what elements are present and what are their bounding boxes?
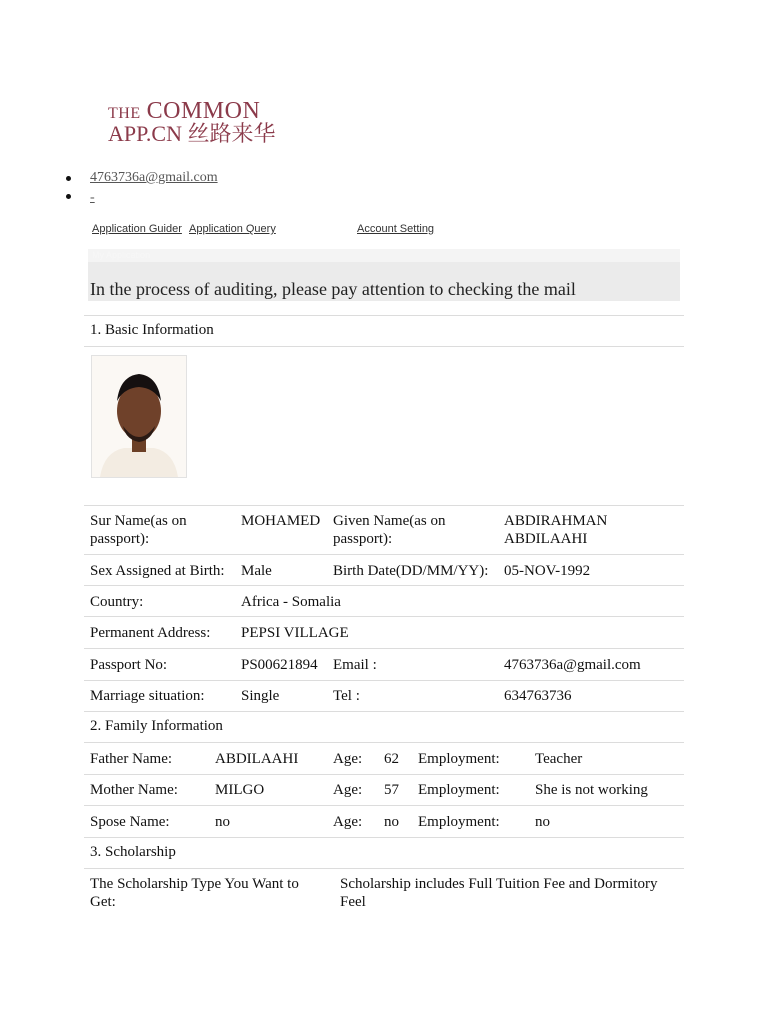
surname-value: MOHAMED <box>241 513 321 529</box>
given-name-label: Given Name(as on passport): <box>333 513 446 547</box>
divider <box>84 505 684 506</box>
scholarship-type-label: The Scholarship Type You Want to Get: <box>90 876 299 910</box>
passport-value: PS00621894 <box>241 657 318 673</box>
sex-value: Male <box>241 563 272 579</box>
divider <box>84 774 684 775</box>
status-banner <box>88 249 680 301</box>
mother-name-label: Mother Name: <box>90 782 178 798</box>
father-name-label: Father Name: <box>90 751 173 767</box>
given-name-value: ABDIRAHMAN ABDILAAHI <box>504 513 608 547</box>
nav-application-guider[interactable]: Application Guider <box>92 223 182 235</box>
birth-date-label: Birth Date(DD/MM/YY): <box>333 563 489 579</box>
mother-age-value: 57 <box>384 782 399 798</box>
spouse-employment-label: Employment: <box>418 814 500 830</box>
divider <box>84 680 684 681</box>
father-name-value: ABDILAAHI <box>215 751 299 767</box>
country-label: Country: <box>90 594 144 610</box>
user-email-link[interactable]: 4763736a@gmail.com <box>90 170 218 185</box>
divider <box>84 805 684 806</box>
surname-label: Sur Name(as on passport): <box>90 513 187 547</box>
sex-label: Sex Assigned at Birth: <box>90 563 225 579</box>
divider <box>84 346 684 347</box>
nav-account-setting[interactable]: Account Setting <box>357 223 435 235</box>
father-age-value: 62 <box>384 751 399 767</box>
divider <box>84 837 684 838</box>
divider <box>84 616 684 617</box>
spouse-name-label: Spose Name: <box>90 814 170 830</box>
divider <box>84 648 684 649</box>
portrait-image <box>92 356 186 477</box>
birth-date-value: 05-NOV-1992 <box>504 563 591 579</box>
marriage-label: Marriage situation: <box>90 688 205 704</box>
bullet-dot <box>66 194 71 199</box>
divider <box>84 315 684 316</box>
father-employment-value: Teacher <box>535 751 583 767</box>
address-value: PEPSI VILLAGE <box>241 625 349 641</box>
banner-strip <box>88 249 680 262</box>
father-employment-label: Employment: <box>418 751 500 767</box>
logo-the: THE <box>108 105 141 122</box>
email-label: Email : <box>333 657 377 673</box>
logo-line2: APP.CN 丝路来华 <box>108 121 276 146</box>
mother-age-label: Age: <box>333 782 363 798</box>
address-label: Permanent Address: <box>90 625 211 641</box>
applicant-photo <box>91 355 187 478</box>
section-family-information: 2. Family Information <box>90 718 223 734</box>
divider <box>84 585 684 586</box>
banner-title: My Application <box>92 250 151 260</box>
logout-link[interactable]: - <box>90 190 95 205</box>
bullet-dot <box>66 176 71 181</box>
email-value: 4763736a@gmail.com <box>504 657 641 673</box>
divider <box>84 554 684 555</box>
section-scholarship: 3. Scholarship <box>90 844 176 860</box>
section-basic-information: 1. Basic Information <box>90 322 214 338</box>
country-value: Africa - Somalia <box>241 594 341 610</box>
father-age-label: Age: <box>333 751 363 767</box>
divider <box>84 868 684 869</box>
divider <box>84 742 684 743</box>
site-logo[interactable] <box>108 99 275 145</box>
divider <box>84 711 684 712</box>
scholarship-type-value: Scholarship includes Full Tuition Fee and Dormitory Feel <box>340 876 658 910</box>
tel-label: Tel : <box>333 688 360 704</box>
nav-application-query[interactable]: Application Query <box>189 223 276 235</box>
tel-value: 634763736 <box>504 688 572 704</box>
mother-employment-label: Employment: <box>418 782 500 798</box>
audit-status-message: In the process of auditing, please pay attention to checking the mail <box>90 279 576 299</box>
passport-label: Passport No: <box>90 657 168 673</box>
marriage-value: Single <box>241 688 280 704</box>
mother-employment-value: She is not working <box>535 782 648 798</box>
spouse-age-label: Age: <box>333 814 363 830</box>
mother-name-value: MILGO <box>215 782 265 798</box>
logo-common: COMMON <box>146 98 261 124</box>
spouse-name-value: no <box>215 814 230 830</box>
spouse-age-value: no <box>384 814 399 830</box>
spouse-employment-value: no <box>535 814 550 830</box>
